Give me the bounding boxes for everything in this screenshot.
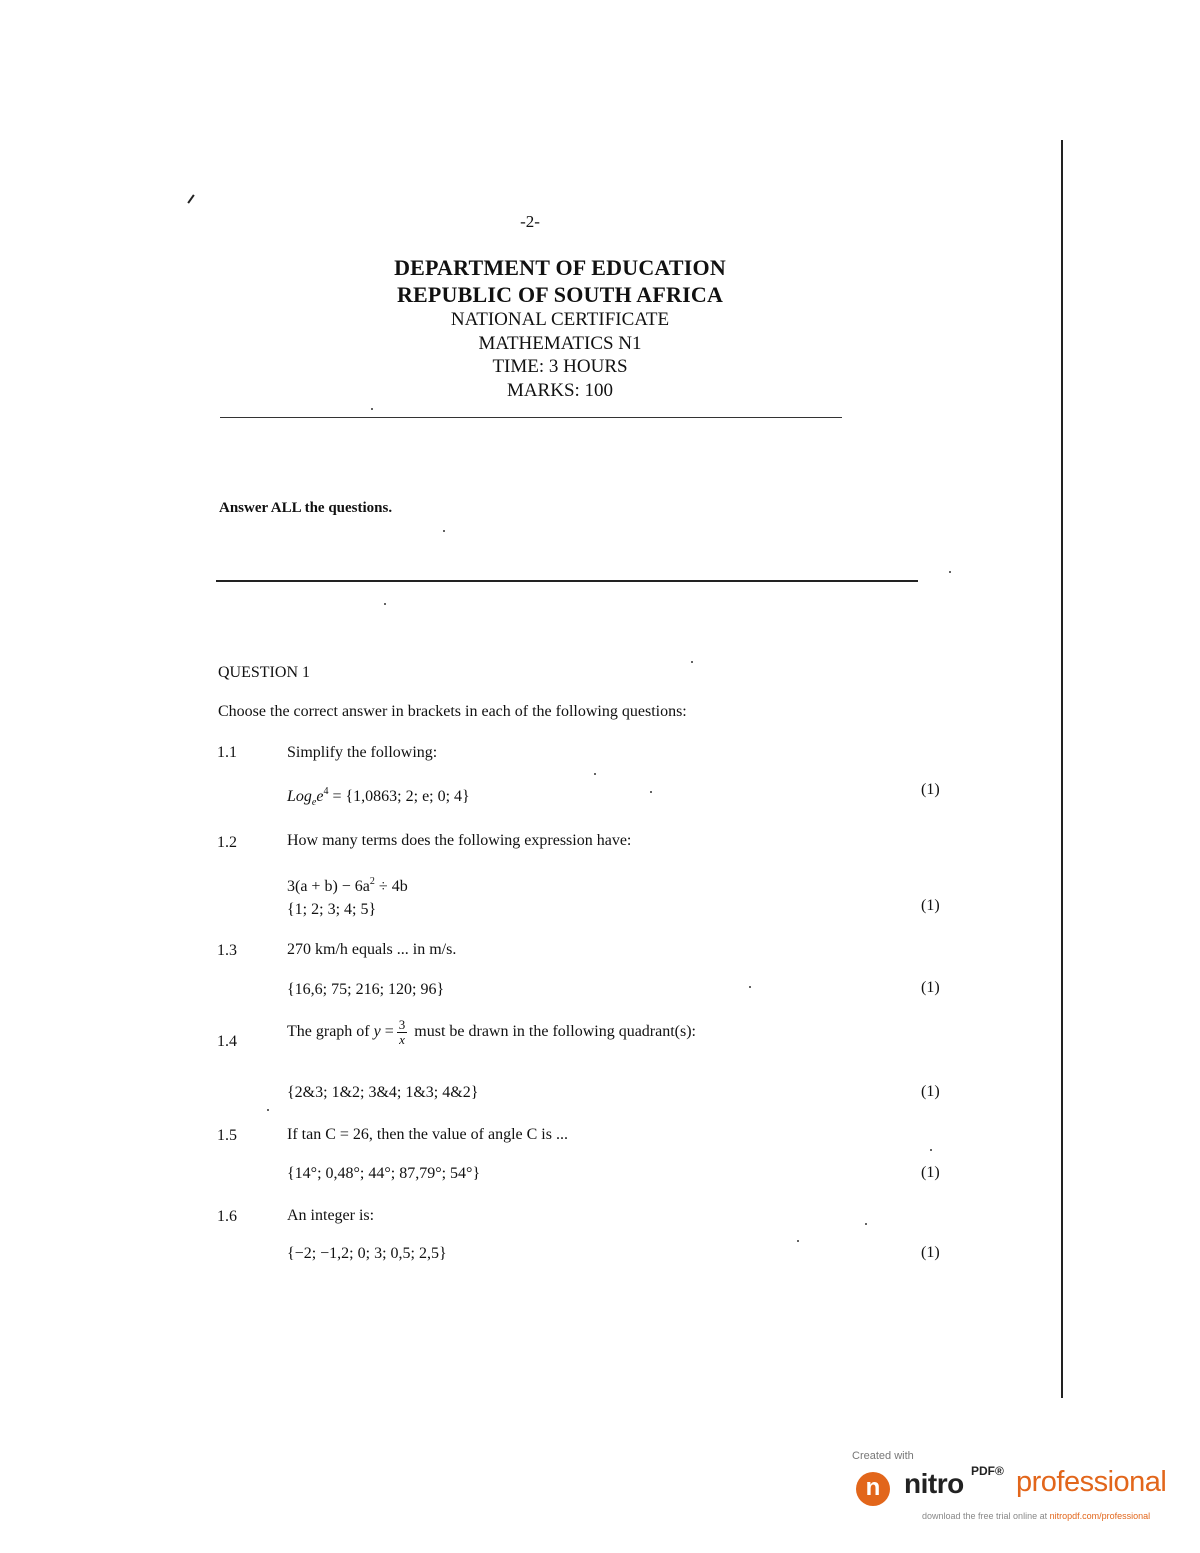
mark-allocation: (1)	[921, 1244, 940, 1261]
watermark-professional: professional	[1016, 1466, 1167, 1498]
scan-speck	[949, 571, 951, 573]
header-subject: MATHEMATICS N1	[478, 332, 642, 354]
expression-rest: ÷ 4b	[374, 878, 408, 895]
scan-speck	[443, 530, 445, 532]
options-text: {−2; −1,2; 0; 3; 0,5; 2,5}	[287, 1245, 447, 1262]
scan-speck	[865, 1223, 867, 1225]
mark-allocation: (1)	[921, 1164, 940, 1181]
scan-speck	[650, 791, 652, 793]
fraction	[397, 1018, 408, 1047]
watermark-brand: nitro	[904, 1468, 964, 1499]
watermark-pdf	[971, 1464, 1004, 1478]
header-time: TIME: 3 HOURS	[492, 356, 628, 377]
right-margin-rule	[1061, 140, 1063, 1398]
log-exponent: 4	[323, 786, 329, 797]
question-text: How many terms does the following expression have:	[287, 832, 632, 849]
question-number: 1.1	[217, 744, 237, 761]
scan-speck	[371, 408, 373, 410]
expression-main: 3(a + b) − 6a	[287, 878, 370, 895]
question-text: An integer is:	[287, 1207, 375, 1224]
log-variable: e	[316, 788, 324, 805]
watermark-download-url: nitropdf.com/professional	[1049, 1511, 1151, 1521]
fraction-numerator: 3	[398, 1017, 406, 1032]
nitro-logo-icon: n	[856, 1472, 890, 1506]
nitro-watermark	[852, 1448, 1192, 1528]
mark-allocation: (1)	[921, 781, 940, 798]
question-number: 1.6	[217, 1208, 237, 1225]
options-text: {1; 2; 3; 4; 5}	[287, 901, 377, 918]
log-symbol: Log	[287, 788, 312, 805]
text-before: The graph of	[287, 1023, 370, 1041]
header-department: DEPARTMENT OF EDUCATION	[394, 255, 726, 280]
question-expression	[287, 876, 408, 896]
text-after: must be drawn in the following quadrant(s):	[414, 1023, 696, 1041]
question-text: 270 km/h equals ... in m/s.	[287, 941, 457, 958]
scan-speck	[691, 661, 693, 663]
options-text: {2&3; 1&2; 3&4; 1&3; 4&2}	[287, 1084, 479, 1101]
stray-mark	[187, 194, 194, 203]
options-text: {16,6; 75; 216; 120; 96}	[287, 981, 445, 998]
options-text: {14°; 0,48°; 44°; 87,79°; 54°}	[287, 1165, 481, 1182]
header-marks: MARKS: 100	[506, 379, 614, 401]
question-number: 1.3	[217, 942, 237, 959]
header-certificate: NATIONAL CERTIFICATE	[450, 309, 670, 330]
log-base: e	[311, 797, 317, 808]
exam-header	[300, 254, 820, 402]
scan-speck	[594, 773, 596, 775]
question-number: 1.2	[217, 834, 237, 851]
question-expression	[287, 786, 470, 808]
page-number: -2-	[520, 212, 540, 231]
watermark-pdf-text: PDF	[971, 1464, 995, 1478]
watermark-created-with: Created with	[852, 1450, 914, 1462]
question-title: QUESTION 1	[218, 664, 310, 681]
scan-speck	[384, 603, 386, 605]
options-text: = {1,0863; 2; e; 0; 4}	[328, 788, 470, 805]
instruction-text: Answer ALL the questions.	[219, 500, 393, 516]
scan-speck	[930, 1149, 932, 1151]
watermark-reg-mark: ®	[995, 1464, 1004, 1478]
mark-allocation: (1)	[921, 979, 940, 996]
equals-sign: =	[384, 1023, 394, 1041]
instruction-divider	[216, 580, 918, 582]
question-number: 1.4	[217, 1033, 237, 1050]
mark-allocation: (1)	[921, 1083, 940, 1100]
question-text: If tan C = 26, then the value of angle C is ...	[287, 1126, 568, 1143]
y-variable: y	[373, 1023, 381, 1041]
fraction-denominator: x	[399, 1032, 405, 1047]
question-text: Simplify the following:	[287, 744, 438, 761]
question-text	[287, 1018, 696, 1047]
watermark-download-text: download the free trial online at	[922, 1511, 1050, 1521]
header-divider	[220, 417, 842, 418]
header-republic: REPUBLIC OF SOUTH AFRICA	[396, 282, 724, 307]
question-intro: Choose the correct answer in brackets in each of the following questions:	[218, 703, 687, 720]
question-number: 1.5	[217, 1127, 237, 1144]
mark-allocation: (1)	[921, 897, 940, 914]
expression-exponent: 2	[369, 876, 375, 887]
watermark-download	[922, 1511, 1150, 1521]
scan-speck	[749, 986, 751, 988]
scan-speck	[797, 1240, 799, 1242]
scan-speck	[267, 1109, 269, 1111]
